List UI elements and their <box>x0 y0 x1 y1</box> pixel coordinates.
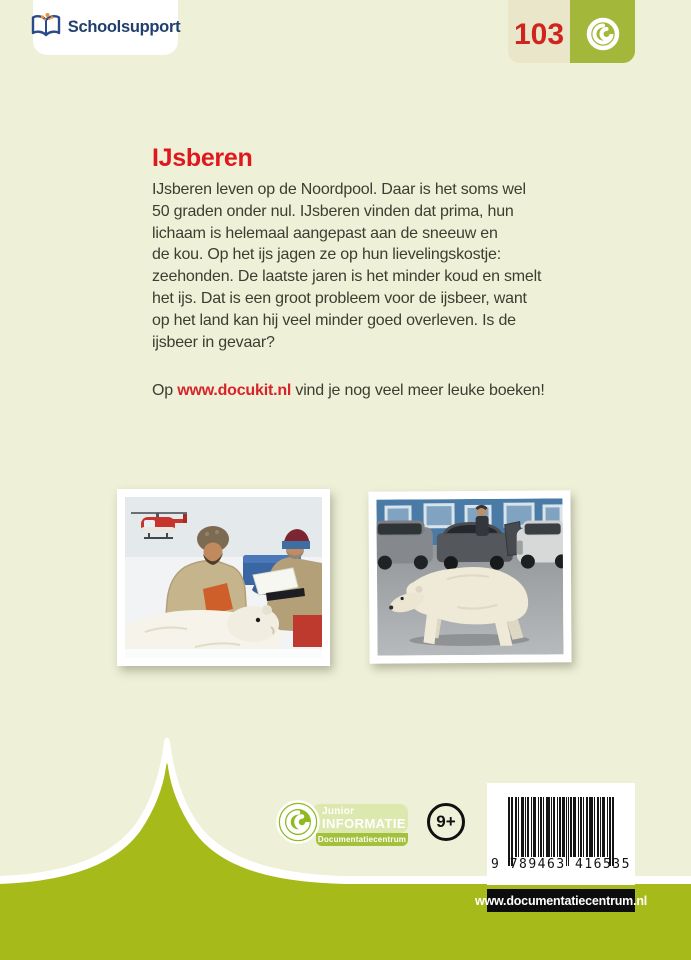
photo-researchers-measuring-polar-bear <box>117 489 330 666</box>
barcode-bar <box>612 797 614 866</box>
junior-logo-bottom: Documentatiecentrum <box>317 835 407 844</box>
open-book-icon <box>31 12 61 43</box>
issue-number: 103 <box>508 0 570 63</box>
age-badge: 9+ <box>427 803 465 841</box>
body-line: lichaam is helemaal aangepast aan de sneeuw en <box>152 224 498 242</box>
body-line: de kou. Op het ijs jagen ze op hun lievelingskostje: <box>152 246 501 264</box>
publisher-logo <box>33 0 181 55</box>
body-line: IJsberen leven op de Noordpool. Daar is het soms wel <box>152 181 526 198</box>
junior-banner <box>312 804 408 833</box>
publisher-name: Schoolsupport <box>67 18 181 36</box>
body-line: 50 graden onder nul. IJsberen vinden dat prima, hun <box>152 202 514 220</box>
promo-line <box>152 382 545 400</box>
body-line: het ijs. Dat is een groot probleem voor de ijsbeer, want <box>152 289 527 307</box>
docukit-spiral-icon <box>570 0 635 63</box>
website-strip <box>474 889 648 912</box>
issue-badge <box>508 0 635 63</box>
body-line: ijsbeer in gevaar? <box>152 333 275 351</box>
junior-strip <box>316 833 408 846</box>
body-line: zeehonden. De laatste jaren is het minder koud en smelt <box>152 268 542 286</box>
junior-logo-middle: INFORMATIE <box>322 816 406 831</box>
junior-logo-top: Junior <box>322 806 355 817</box>
page-title: IJsberen <box>152 144 253 172</box>
junior-spiral-icon <box>276 800 320 849</box>
promo-prefix: Op <box>152 382 178 399</box>
barcode-digits: 9 789463 416535 <box>491 857 631 872</box>
photo-polar-bear-crossing-road <box>368 490 571 663</box>
body-line: op het land kan hij veel minder goed overleven. Is de <box>152 311 516 329</box>
body-text <box>152 179 572 353</box>
website-link[interactable]: www.documentatiecentrum.nl <box>474 893 648 908</box>
docukit-link[interactable]: www.docukit.nl <box>177 382 292 399</box>
junior-informatie-logo <box>276 799 408 847</box>
promo-suffix: vind je nog veel meer leuke boeken! <box>291 382 545 399</box>
barcode <box>487 783 635 885</box>
